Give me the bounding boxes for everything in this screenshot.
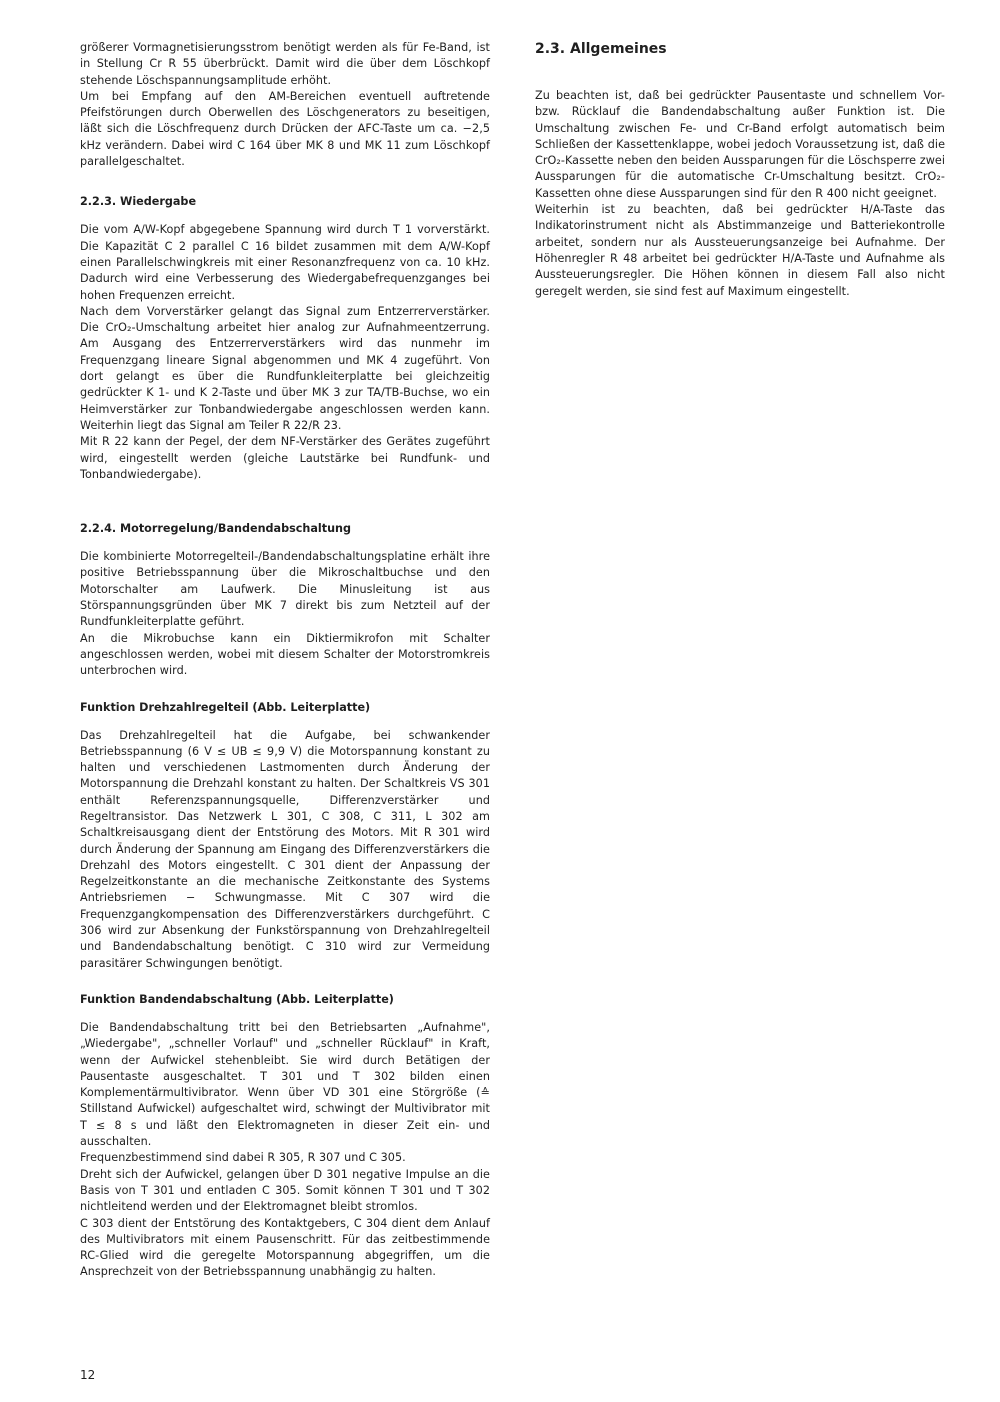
paragraph: Dreht sich der Aufwickel, gelangen über D 301 negative Impulse an die Basis von T 301 und entladen C 305. Somit können T 301 und T 302 nichtleitend werden und der Elektromagnet bleibt stromlos. <box>80 1167 490 1214</box>
paragraph: Nach dem Vorverstärker gelangt das Signal zum Entzerrerverstärker. Die CrO₂-Umschaltung arbeitet hier analog zur Aufnahmeentzerrung. Am Ausgang des Entzerrerverstärkers wird das nunmehr im Frequenzgang lineare Signal abgenommen und MK 4 zugeführt. Von dort gelangt es über die Rundfunkleiterplatte bei gleichzeitig gedrückter K 1- und K 2-Taste und über MK 3 zur TA/TB-Buchse, wo ein Heimverstärker zur Tonbandwiedergabe angeschlossen werden kann. Weiterhin liegt das Signal am Teiler R 22/R 23. <box>80 304 490 432</box>
subheading-bandendabschaltung: Funktion Bandendabschaltung (Abb. Leiterplatte) <box>80 992 394 1006</box>
paragraph: Zu beachten ist, daß bei gedrückter Pausentaste und schnellem Vor- bzw. Rücklauf die Bandendabschaltung außer Funktion ist. Die Umschaltung zwischen Fe- und Cr-Band erfolgt automatisch beim Schließen der Kassettenklappe, wobei jedoch Voraussetzung ist, daß die CrO₂-Kassette neben den beiden Aussparungen für die Löschsperre zwei Aussparungen für die automatische Cr-Umschaltung besitzt. CrO₂-Kassetten ohne diese Aussparungen sind für den R 400 nicht geeignet. <box>535 89 945 200</box>
paragraph: Weiterhin ist zu beachten, daß bei gedrückter H/A-Taste das Indikatorinstrument nicht als Abstimmanzeige und Batteriekontrolle arbeitet, sondern nur als Aussteuerungsanzeige bei Aufnahme. Der Höhenregler R 48 arbeitet bei gedrückter H/A-Taste und Aufnahme als Aussteuerungsregler. Die Höhen können in diesem Fall also nicht geregelt werden, sie sind fest auf Maximum eingestellt. <box>535 203 945 298</box>
paragraph: größerer Vormagnetisierungsstrom benötigt werden als für Fe-Band, ist in Stellung Cr R 55 überbrückt. Damit wird die über dem Löschkopf stehende Löschspannungsamplitude erhöht. <box>80 41 490 87</box>
page-number: 12 <box>80 1368 96 1382</box>
section-heading-wiedergabe: 2.2.3. Wiedergabe <box>80 195 197 209</box>
paragraph: Die vom A/W-Kopf abgegebene Spannung wird durch T 1 vorverstärkt. Die Kapazität C 2 parallel C 16 bildet zusammen mit dem A/W-Kopf einen Parallelschwingkreis mit einer Resonanzfrequenz von ca. 10 kHz. Dadurch wird eine Verbesserung des Wiedergabefrequenzganges bei hohen Frequenzen erreicht. <box>80 223 490 302</box>
subheading-drehzahlregelteil: Funktion Drehzahlregelteil (Abb. Leiterplatte) <box>80 700 371 714</box>
section-heading-allgemeines: 2.3. Allgemeines <box>535 41 667 57</box>
paragraph: C 303 dient der Entstörung des Kontaktgebers, C 304 dient dem Anlauf des Multivibrators mit einem Pausenschritt. Für das zeitbestimmende RC-Glied wird die geregelte Motorspannung abgegriffen, um die Ansprechzeit von der Betriebsspannung unabhängig zu halten. <box>80 1216 490 1279</box>
paragraph: Die Bandendabschaltung tritt bei den Betriebsarten „Aufnahme", „Wiedergabe", „schneller Vorlauf" und „schneller Rücklauf" in Kraft, wenn der Aufwickel stehenbleibt. Sie wird durch Betätigen der Pausentaste ausgeschaltet. T 301 und T 302 bilden einen Komplementärmultivibrator. Wenn über VD 301 eine Störgröße (≙ Stillstand Aufwickel) aufgeschaltet wird, schwingt der Multivibrator mit T ≤ 8 s und läßt den Elektromagneten in dieser Zeit ein- und ausschalten. <box>80 1020 490 1149</box>
right-column <box>535 40 945 300</box>
paragraph: Um bei Empfang auf den AM-Bereichen eventuell auftretende Pfeifstörungen durch Oberwellen des Löschgenerators zu beseitigen, läßt sich die Löschfrequenz durch Drücken der AFC-Taste um ca. −2,5 kHz verändern. Dabei wird C 164 über MK 8 und MK 11 zum Löschkopf parallelgeschaltet. <box>80 89 490 169</box>
paragraph: Die kombinierte Motorregelteil-/Bandendabschaltungsplatine erhält ihre positive Betriebsspannung über die Mikroschaltbuchse und den Motorschalter am Laufwerk. Die Minusleitung ist aus Störspannungsgründen über MK 7 direkt bis zum Netzteil auf der Rundfunkleiterplatte geführt. <box>80 550 490 629</box>
left-column <box>80 40 490 1281</box>
paragraph: Mit R 22 kann der Pegel, der dem NF-Verstärker des Gerätes zugeführt wird, eingestellt werden (gleiche Lautstärke bei Rundfunk- und Tonbandwiedergabe). <box>80 435 490 481</box>
paragraph: Das Drehzahlregelteil hat die Aufgabe, bei schwankender Betriebsspannung (6 V ≤ UB ≤ 9,9 V) die Motorspannung konstant zu halten und verschiedenen Lastmomenten durch Änderung der Motorspannung die Drehzahl konstant zu halten. Der Schaltkreis VS 301 enthält Referenzspannungsquelle, Differenzverstärker und Regeltransistor. Das Netzwerk L 301, C 308, C 311, L 302 am Schaltkreisausgang dient der Entstörung des Motors. Mit R 301 wird durch Änderung der Spannung am Eingang des Differenzverstärkers die Drehzahl des Motors eingestellt. C 301 dient der Anpassung der Regelzeitkonstante an die mechanische Zeitkonstante des Systems Antriebsriemen − Schwungmasse. Mit C 307 wird die Frequenzgangkompensation des Differenzverstärkers durchgeführt. C 306 wird zur Absenkung der Funkstörspannung von Drehzahlregelteil und Bandendabschaltung benötigt. C 310 wird zur Vermeidung parasitärer Schwingungen benötigt. <box>80 728 490 970</box>
paragraph: Frequenzbestimmend sind dabei R 305, R 307 und C 305. <box>80 1151 406 1165</box>
paragraph: An die Mikrobuchse kann ein Diktiermikrofon mit Schalter angeschlossen werden, wobei mit diesem Schalter der Motorstromkreis unterbrochen wird. <box>80 631 490 678</box>
section-heading-motorregelung: 2.2.4. Motorregelung/Bandendabschaltung <box>80 522 352 536</box>
